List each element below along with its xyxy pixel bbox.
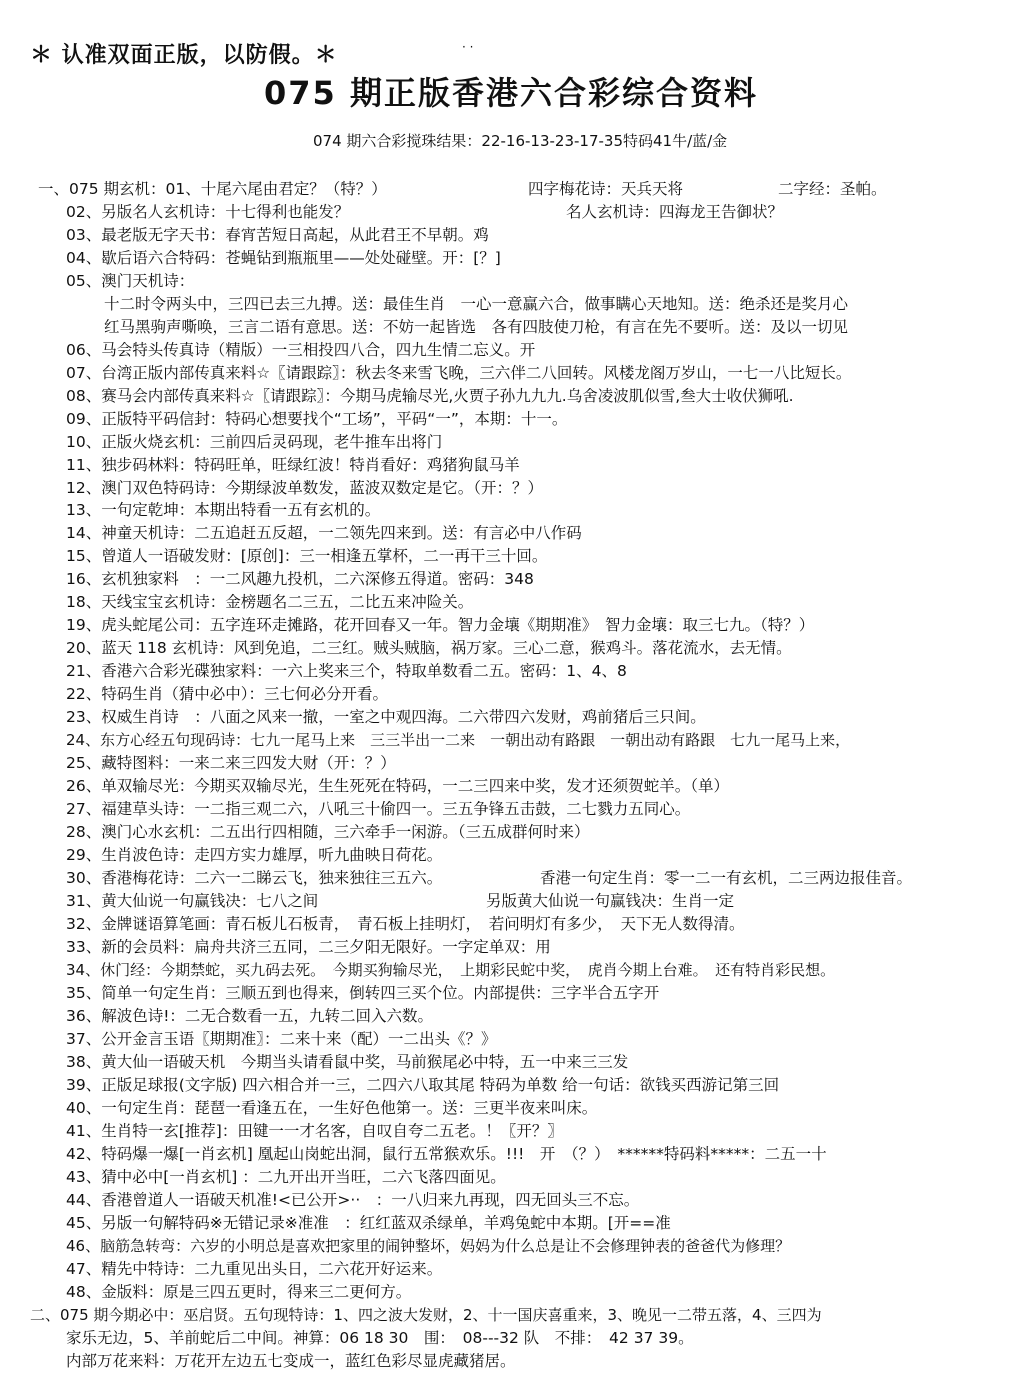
list-item-36: 36、解波色诗!：二无合数看一五，九转二回入六数。 [66, 1007, 433, 1025]
section-2-line-2: 家乐无边，5、羊前蛇后二中间。神算：06 18 30 围： 08---32 队 不排： 42 37 39。 [66, 1329, 694, 1347]
section-2-line-3: 内部万花来料：万花开左边五七变成一，蓝红色彩尽显虎藏猪居。 [66, 1352, 516, 1370]
list-item-24: 24、东方心经五句现码诗：七九一尾马上来 三三半出一二来 一朝出动有路跟 一朝出动有路跟 七九一尾马上来， [66, 731, 851, 749]
list-item-09: 09、正版特平码信封：特码心想要找个“工场”，平码“一”，本期：十一。 [66, 410, 568, 428]
list-item-08: 08、赛马会内部传真来料☆〖请跟踪〗：今期马虎输尽光,火贾子孙九九九.乌舍凌波肌似雪,叁大士收伏狮吼. [66, 387, 794, 405]
list-item-03: 03、最老版无字天书：春宵苦短日高起，从此君王不早朝。鸡 [66, 226, 489, 244]
item-31-winning-phrase: 31、黄大仙说一句赢钱决：七八之间 [66, 892, 319, 910]
list-item-06: 06、马会特头传真诗（精版）一三相投四八合，四九生情二忘义。开 [66, 341, 536, 359]
list-item-05: 05、澳门天机诗： [66, 272, 195, 290]
list-item-23: 23、权威生肖诗 ：八面之风来一撤，一室之中观四海。二六带四六发财，鸡前猪后三只间。 [66, 708, 706, 726]
list-item-29: 29、生肖波色诗：走四方实力雄厚，听九曲映日荷花。 [66, 846, 443, 864]
list-item-19: 19、虎头蛇尾公司：五字连环走摊路，花开回春又一年。智力金壤《期期准》 智力金壤：取三七九。（特？） [66, 616, 815, 634]
item-02-text: 02、另版名人玄机诗：十七得利也能发？ [66, 203, 350, 221]
list-item-45: 45、另版一句解特码※无错记录※准准 ：红红蓝双杀绿单，羊鸡兔蛇中本期。[开==准 [66, 1214, 671, 1232]
authenticity-notice: ＊ 认准双面正版，以防假。＊ [30, 43, 338, 68]
list-item-20: 20、蓝天 118 玄机诗：风到免追，二三红。贼头贼脑，祸万家。三心二意，猴鸡斗。落花流水，去无情。 [66, 639, 792, 657]
item-01-plum-poem: 四字梅花诗：天兵天将 [528, 180, 684, 198]
list-item-27: 27、福建草头诗：一二指三观二六，八吼三十偷四一。三五争锋五击鼓，二七戮力五同心。 [66, 800, 691, 818]
list-item-33: 33、新的会员料：扁舟共济三五同，二三夕阳无限好。一字定单双：用 [66, 938, 551, 956]
list-item-11: 11、独步码林料：特码旺单，旺绿红波！特肖看好：鸡猪狗鼠马羊 [66, 456, 520, 474]
list-item-22: 22、特码生肖（猜中必中）：三七何必分开看。 [66, 685, 388, 703]
list-item-12: 12、澳门双色特码诗：今期绿波单数发，蓝波双数定是它。（开：？） [66, 479, 543, 497]
list-item-37: 37、公开金言玉语〖期期准〗：二来十来（配）一二出头《？》 [66, 1030, 497, 1048]
list-item-46: 46、脑筋急转弯：六岁的小明总是喜欢把家里的闹钟整坏，妈妈为什么总是让不会修理钟表的爸爸代为修理？ [66, 1237, 791, 1255]
decorative-dots: · · [462, 40, 474, 54]
item-30-plum-poem: 30、香港梅花诗：二六一二睇云飞，独来独往三五六。 [66, 869, 443, 887]
list-item-14: 14、神童天机诗：二五追赶五反超，一二领先四来到。送：有言必中八作码 [66, 524, 582, 542]
list-item-13: 13、一句定乾坤：本期出特看一五有玄机的。 [66, 501, 381, 519]
list-item-05-line-3: 红马黑驹声嘶唤，三言二语有意思。送：不妨一起皆选 各有四肢使刀枪，有言在先不要听。送：及以一切见 [104, 318, 849, 336]
list-item-42: 42、特码爆一爆[一肖玄机] 凰起山岗蛇出洞，鼠行五常猴欢乐。!!! 开 （？） ******特码料*****：二五一十 [66, 1145, 827, 1163]
section-2-line-1: 二、075 期今期必中：巫启贤。五句现特诗：1、四之波大发财，2、十一国庆喜重来，3、晚见一二带五落，4、三四为 [30, 1306, 822, 1324]
list-item-38: 38、黄大仙一语破天机 今期当头请看鼠中奖，马前猴尾必中特，五一中来三三发 [66, 1053, 629, 1071]
item-31-alt-winning-phrase: 另版黄大仙说一句赢钱决：生肖一定 [486, 892, 735, 910]
list-item-26: 26、单双输尽光：今期买双输尽光，生生死死在特码，一二三四来中奖，发才还须贺蛇羊。（单） [66, 777, 729, 795]
list-item-10: 10、正版火烧玄机：三前四后灵码现，老牛推车出将门 [66, 433, 443, 451]
list-item-15: 15、曾道人一语破发财：[原创]：三一相逢五掌杯，二一再干三十回。 [66, 547, 548, 565]
list-item-47: 47、精先中特诗：二九重见出头日，二六花开好运来。 [66, 1260, 443, 1278]
list-item-34: 34、休门经：今期禁蛇，买九码去死。 今期买狗输尽光， 上期彩民蛇中奖， 虎肖今期上台难。 还有特肖彩民想。 [66, 961, 836, 979]
list-item-18: 18、天线宝宝玄机诗：金榜题名二三五，二比五来冲险关。 [66, 593, 474, 611]
page-title: 075 期正版香港六合彩综合资料 [264, 74, 758, 112]
list-item-44: 44、香港曾道人一语破天机准!<已公开>·· ：一八归来九再现，四无回头三不忘。 [66, 1191, 640, 1209]
list-item-48: 48、金版料：原是三四五更时，得来三二更何方。 [66, 1283, 412, 1301]
list-item-32: 32、金牌谜语算笔画：青石板儿石板青， 青石板上挂明灯， 若问明灯有多少， 天下无人数得清。 [66, 915, 745, 933]
list-item-16: 16、玄机独家料 ：一二风趣九投机，二六深修五得道。密码：348 [66, 570, 534, 588]
previous-draw-result: 074 期六合彩搅珠结果：22-16-13-23-17-35特码41牛/蓝/金 [313, 132, 728, 150]
list-item-35: 35、简单一句定生肖：三顺五到也得来，倒转四三买个位。内部提供：三字半合五字开 [66, 984, 660, 1002]
list-item-07: 07、台湾正版内部传真来料☆〖请跟踪〗：秋去冬来雪飞晚，三六伴二八回转。风楼龙阁万岁山，一七一八比短长。 [66, 364, 852, 382]
list-item-21: 21、香港六合彩光碟独家料：一六上奖来三个，特取单数看二五。密码：1、4、8 [66, 662, 627, 680]
item-01-text: 一、075 期玄机：01、十尾六尾由君定？（特？） [38, 180, 387, 198]
list-item-04: 04、歇后语六合特码：苍蝇钻到瓶瓶里——处处碰壁。开：[？] [66, 249, 501, 267]
item-01-two-word: 二字经：圣帕。 [778, 180, 887, 198]
list-item-28: 28、澳门心水玄机：二五出行四相随，三六牵手一闲游。（三五成群何时来） [66, 823, 590, 841]
item-30-one-sentence: 香港一句定生肖：零一二一有玄机，二三两边报佳音。 [540, 869, 913, 887]
item-02-famous-poem: 名人玄机诗：四海龙王告御状？ [566, 203, 784, 221]
list-item-05-line-2: 十二时令两头中，三四已去三九搏。送：最佳生肖 一心一意赢六合，做事瞒心天地知。送：绝杀还是奖月心 [104, 295, 849, 313]
list-item-39: 39、正版足球报(文字版) 四六相合并一三，二四六八取其尾 特码为单数 给一句话：欲钱买西游记第三回 [66, 1076, 780, 1094]
list-item-40: 40、一句定生肖：琵琶一看逢五在，一生好色他第一。送：三更半夜来叫床。 [66, 1099, 598, 1117]
list-item-25: 25、藏特图料：一来二来三四发大财（开：？） [66, 754, 396, 772]
list-item-41: 41、生肖特一玄[推荐]：田键一一才名客，自叹自夸二五老。！〖开？〗 [66, 1122, 563, 1140]
list-item-43: 43、猜中必中[一肖玄机] ：二九开出开当旺，二六飞落四面见。 [66, 1168, 506, 1186]
